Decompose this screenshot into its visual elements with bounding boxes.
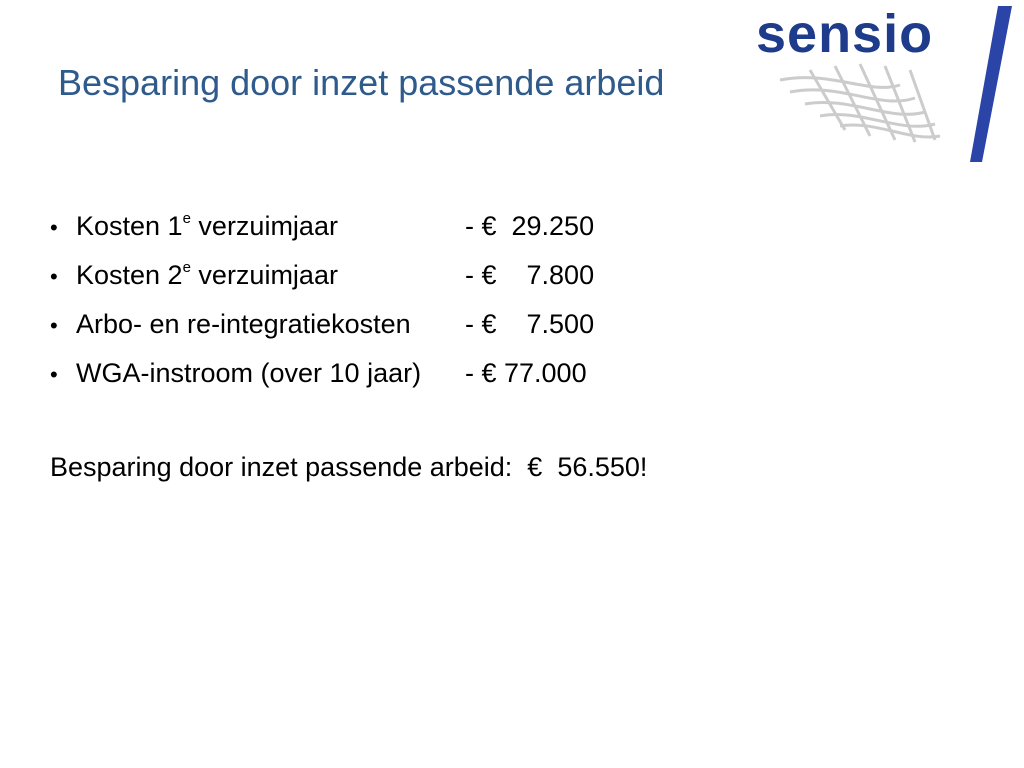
bullet-amount: - € 7.800 xyxy=(465,260,595,290)
superscript: e xyxy=(182,210,191,227)
bullet-label: WGA-instroom (over 10 jaar) xyxy=(76,358,422,388)
bullet-label: Kosten 1e verzuimjaar xyxy=(76,210,338,241)
sensio-logo xyxy=(750,0,1024,165)
bullet-icon: • xyxy=(50,362,58,387)
bullet-label: Arbo- en re-integratiekosten xyxy=(76,309,411,339)
superscript: e xyxy=(182,259,191,276)
bullet-amount: - € 29.250 xyxy=(465,211,595,241)
logo-swoosh xyxy=(780,64,940,142)
bullet-amount: - € 7.500 xyxy=(465,309,595,339)
bullet-label: Kosten 2e verzuimjaar xyxy=(76,259,338,290)
list-item xyxy=(50,353,587,402)
logo-slash xyxy=(970,6,1012,162)
bullet-list xyxy=(50,206,595,402)
bullet-amount: - € 77.000 xyxy=(465,358,587,388)
bullet-icon: • xyxy=(50,215,58,240)
sensio-logo-graphic xyxy=(750,0,1024,165)
page-title: Besparing door inzet passende arbeid xyxy=(58,62,665,103)
savings-summary: Besparing door inzet passende arbeid: € 56.550! xyxy=(50,452,648,482)
bullet-icon: • xyxy=(50,264,58,289)
list-item xyxy=(50,206,595,255)
logo-wordmark: sensio xyxy=(756,4,934,64)
bullet-icon: • xyxy=(50,313,58,338)
list-item xyxy=(50,304,595,353)
list-item xyxy=(50,255,595,304)
